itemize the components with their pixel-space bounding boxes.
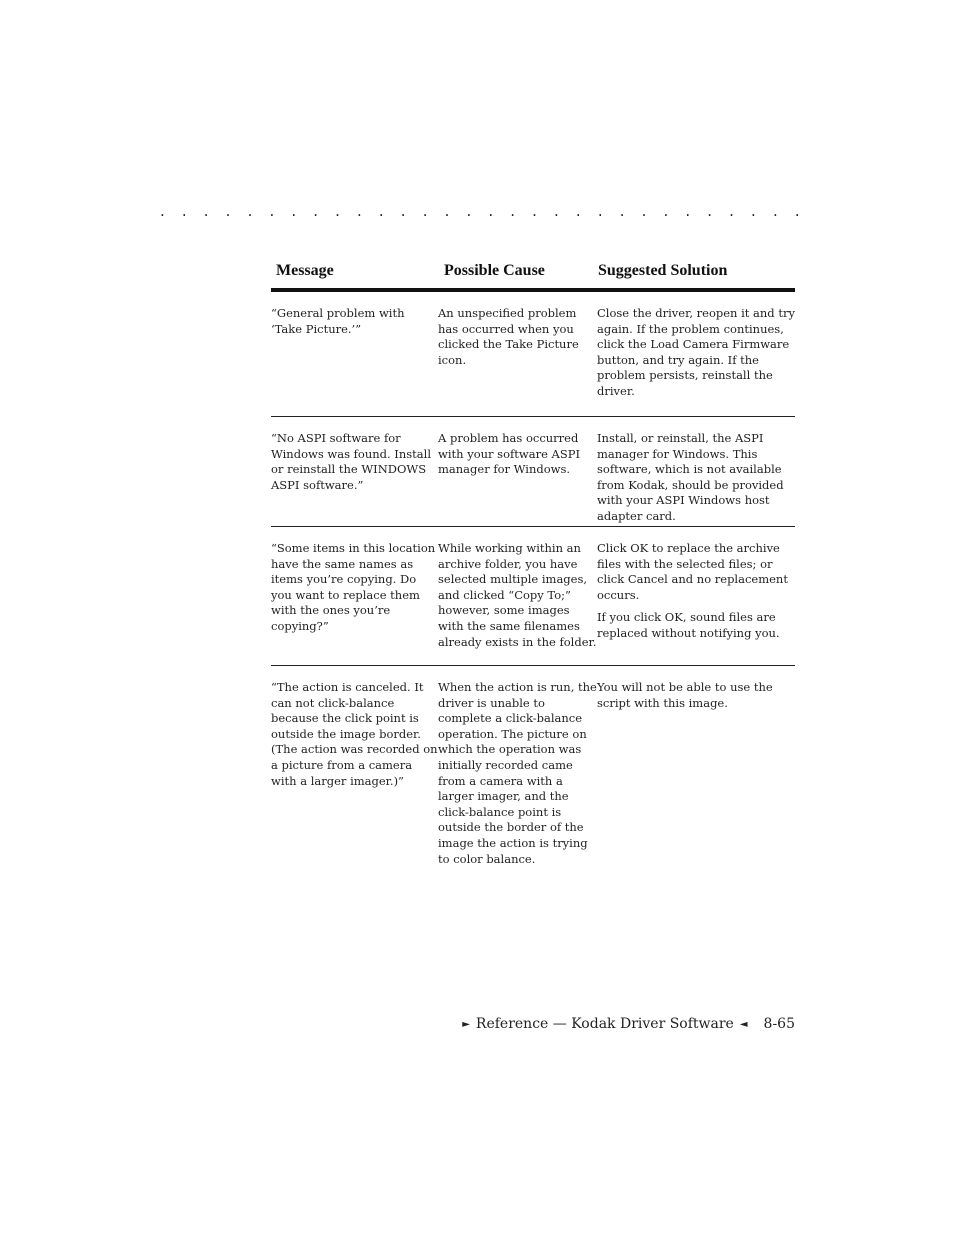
table-row [271, 666, 795, 875]
rule-dot: . [225, 202, 231, 220]
rule-dot: . [532, 202, 537, 220]
rule-dot: . [313, 202, 319, 220]
rule-dot: . [203, 202, 209, 220]
message-cell: “No ASPI software for Windows was found. Install or reinstall the WINDOWS ASPI software.” [271, 431, 431, 492]
solution-paragraph: Install, or reinstall, the ASPI manager for Windows. This software, which is not available from Kodak, should be provided with your ASPI Windows host adapter card. [597, 431, 784, 523]
dotted-rule [160, 204, 800, 219]
rule-dot: . [400, 202, 406, 220]
table-row [271, 527, 795, 666]
rule-dot: . [335, 202, 340, 220]
solution-paragraph: Close the driver, reopen it and try again. If the problem continues, click the Load Camera Firmware button, and try again. If the problem persists, reinstall the driver. [597, 306, 795, 398]
rule-dot: . [510, 202, 516, 220]
rule-dot: . [444, 202, 450, 220]
cause-cell: A problem has occurred with your software ASPI manager for Windows. [438, 431, 581, 477]
table-header [271, 258, 795, 292]
solution-cell [597, 431, 795, 532]
rule-dot: . [466, 202, 472, 220]
message-cell: “The action is canceled. It can not click-balance because the click point is outside the image border. (The action was recorded on a picture from a camera with a larger imager.)” [271, 680, 438, 788]
rule-dot: . [597, 202, 603, 220]
page-footer [462, 1016, 795, 1032]
solution-cell [597, 541, 795, 657]
rule-dot: . [663, 202, 669, 220]
rule-dot: . [291, 202, 297, 220]
rule-dot: . [619, 202, 625, 220]
table-row [271, 417, 795, 527]
solution-paragraph: You will not be able to use the script with this image. [597, 680, 773, 710]
rule-dot: . [794, 202, 800, 220]
left-triangle-icon: ◄ [739, 1018, 748, 1030]
solution-paragraph: If you click OK, sound files are replaced without notifying you. [597, 610, 780, 640]
rule-dot: . [422, 202, 428, 220]
right-triangle-icon: ► [462, 1018, 470, 1030]
rule-dot: . [685, 202, 691, 220]
cause-cell: An unspecified problem has occurred when you clicked the Take Picture icon. [438, 306, 579, 367]
rule-dot: . [575, 202, 581, 220]
rule-dot: . [641, 202, 647, 220]
rule-dot: . [160, 202, 165, 220]
message-cell: “Some items in this location have the same names as items you’re copying. Do you want to replace them with the ones you’re copying?” [271, 541, 436, 633]
solution-cell [597, 306, 795, 408]
rule-dot: . [378, 202, 384, 220]
cause-cell: When the action is run, the driver is unable to complete a click-balance operation. The picture on which the operation was initially recorded came from a camera with a larger imager, and the click-balance point is outside the border of the image the action is trying to color balance. [438, 680, 597, 866]
footer-title: Reference — Kodak Driver Software [475, 1016, 734, 1032]
rule-dot: . [707, 202, 713, 220]
rule-dot: . [357, 202, 362, 220]
header-message: Message [276, 262, 334, 279]
error-message-table [271, 258, 795, 875]
rule-dot: . [269, 202, 275, 220]
solution-paragraph: Click OK to replace the archive files with the selected files; or click Cancel and no replacement occurs. [597, 541, 788, 602]
header-suggested-solution: Suggested Solution [598, 262, 728, 279]
page-number: 8-65 [763, 1016, 795, 1032]
message-cell: “General problem with ‘Take Picture.’” [271, 306, 405, 336]
rule-dot: . [729, 202, 734, 220]
rule-dot: . [554, 202, 559, 220]
cause-cell: While working within an archive folder, you have selected multiple images, and clicked “Copy To;” however, some images with the same filenames already exists in the folder. [438, 541, 597, 649]
rule-dot: . [247, 202, 253, 220]
rule-dot: . [488, 202, 494, 220]
rule-dot: . [181, 202, 187, 220]
header-possible-cause: Possible Cause [444, 262, 545, 279]
table-row [271, 292, 795, 417]
solution-cell [597, 680, 795, 867]
rule-dot: . [772, 202, 778, 220]
rule-dot: . [751, 202, 756, 220]
